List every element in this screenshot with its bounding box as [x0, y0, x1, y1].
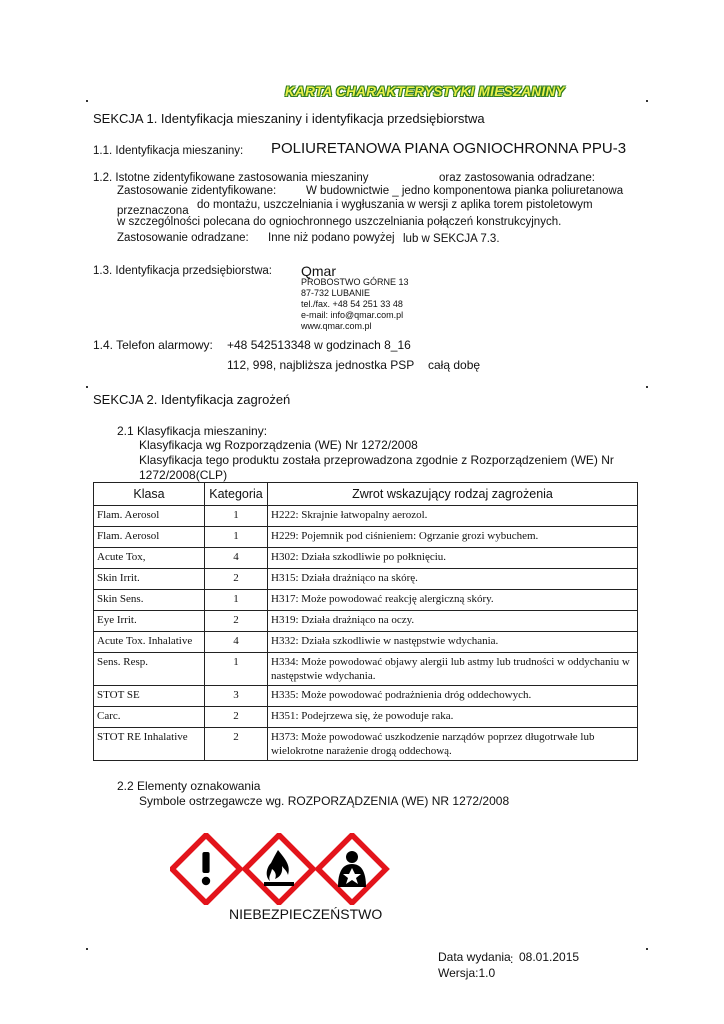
- cell-zwrot: H319: Działa drażniąco na oczy.: [268, 611, 638, 632]
- s21-a: 2.1 Klasyfikacja mieszaniny:: [117, 424, 268, 438]
- cell-kategoria: 2: [205, 728, 268, 761]
- section2-heading: SEKCJA 2. Identyfikacja zagrożeń: [93, 392, 291, 407]
- cell-klasa: STOT SE: [94, 686, 205, 707]
- cell-kategoria: 2: [205, 569, 268, 590]
- issue-date-separator: :: [510, 952, 514, 966]
- emergency-phone: +48 542513348 w godzinach 8_16: [227, 338, 411, 352]
- table-row: [94, 611, 638, 632]
- company-name: Qmar: [301, 263, 336, 279]
- header-kategoria: Kategoria: [205, 483, 268, 506]
- s12-line1b: oraz zastosowania odradzane:: [439, 172, 595, 184]
- hazard-pictograms: [170, 833, 390, 910]
- company-email: e-mail: info@qmar.com.pl: [301, 310, 404, 320]
- document-title: KARTA CHARAKTERYSTYKI MIESZANINY: [285, 84, 565, 99]
- cell-kategoria: 3: [205, 686, 268, 707]
- cell-klasa: STOT RE Inhalative: [94, 728, 205, 761]
- cell-klasa: Acute Tox. Inhalative: [94, 632, 205, 653]
- s12-line5b: Inne niż podano powyżej: [268, 232, 395, 244]
- header-zwrot: Zwrot wskazujący rodzaj zagrożenia: [268, 483, 638, 506]
- cell-kategoria: 4: [205, 548, 268, 569]
- margin-dot: [86, 948, 88, 950]
- table-row: [94, 653, 638, 686]
- cell-zwrot: H302: Działa szkodliwie po połknięciu.: [268, 548, 638, 569]
- cell-kategoria: 1: [205, 527, 268, 548]
- s12-line2b: W budownictwie _ jedno komponentowa pianka poliuretanowa: [306, 185, 624, 197]
- cell-klasa: Sens. Resp.: [94, 653, 205, 686]
- s21-d: 1272/2008(CLP): [139, 468, 228, 482]
- company-address2: 87-732 LUBANIE: [301, 288, 371, 298]
- table-row: [94, 590, 638, 611]
- cell-klasa: Carc.: [94, 707, 205, 728]
- margin-dot: [86, 386, 88, 388]
- cell-kategoria: 1: [205, 653, 268, 686]
- table-row: [94, 728, 638, 761]
- issue-date-label: Data wydania: [438, 950, 511, 964]
- s22-b: Symbole ostrzegawcze wg. ROZPORZĄDZENIA (WE) NR 1272/2008: [139, 794, 510, 808]
- s12-line5c: lub w SEKCJA 7.3.: [403, 233, 500, 245]
- cell-kategoria: 1: [205, 590, 268, 611]
- exclamation-mark-icon: [172, 835, 240, 903]
- margin-dot: [646, 948, 648, 950]
- version: Wersja:1.0: [438, 966, 496, 980]
- table-row: [94, 632, 638, 653]
- company-www: www.qmar.com.pl: [301, 321, 372, 331]
- cell-klasa: Eye Irrit.: [94, 611, 205, 632]
- table-row: [94, 548, 638, 569]
- s12-line2a: Zastosowanie zidentyfikowane:: [117, 185, 277, 197]
- flame-icon: [245, 835, 313, 903]
- emergency-line2a: 112, 998, najbliższa jednostka PSP: [227, 358, 415, 372]
- section1-heading: SEKCJA 1. Identyfikacja mieszaniny i identyfikacja przedsiębiorstwa: [93, 111, 485, 126]
- cell-klasa: Skin Sens.: [94, 590, 205, 611]
- margin-dot: [646, 100, 648, 102]
- cell-zwrot: H222: Skrajnie łatwopalny aerozol.: [268, 506, 638, 527]
- emergency-line2b: całą dobę: [428, 358, 481, 372]
- company-phone: tel./fax. +48 54 251 33 48: [301, 299, 403, 309]
- cell-klasa: Flam. Aerosol: [94, 527, 205, 548]
- cell-zwrot: H229: Pojemnik pod ciśnieniem: Ogrzanie grozi wybuchem.: [268, 527, 638, 548]
- s12-line4: w szczególności polecana do ogniochronnego uszczelniania połączeń konstrukcyjnych.: [117, 216, 562, 228]
- cell-zwrot: H317: Może powodować reakcję alergiczną skóry.: [268, 590, 638, 611]
- s12-line3b: do montażu, uszczelniania i wygłuszania w wersji z aplika torem pistoletowym: [197, 199, 593, 211]
- cell-zwrot: H332: Działa szkodliwie w następstwie wdychania.: [268, 632, 638, 653]
- product-name: POLIURETANOWA PIANA OGNIOCHRONNA PPU-3: [271, 140, 627, 157]
- s21-c: Klasyfikacja tego produktu została przeprowadzona zgodnie z Rozporządzeniem (WE) Nr: [139, 453, 614, 467]
- table-row: [94, 707, 638, 728]
- margin-dot: [646, 386, 648, 388]
- s22-a: 2.2 Elementy oznakowania: [117, 779, 261, 793]
- cell-zwrot: H373: Może powodować uszkodzenie narządów poprzez długotrwałe lub wielokrotne narażenie drogą oddechową.: [268, 728, 638, 761]
- s14-label: 1.4. Telefon alarmowy:: [93, 338, 213, 352]
- cell-zwrot: H315: Działa drażniąco na skórę.: [268, 569, 638, 590]
- cell-kategoria: 1: [205, 506, 268, 527]
- cell-zwrot: H351: Podejrzewa się, że powoduje raka.: [268, 707, 638, 728]
- cell-klasa: Skin Irrit.: [94, 569, 205, 590]
- cell-kategoria: 2: [205, 707, 268, 728]
- s13-label: 1.3. Identyfikacja przedsiębiorstwa:: [93, 265, 272, 277]
- s21-b: Klasyfikacja wg Rozporządzenia (WE) Nr 1272/2008: [139, 438, 418, 452]
- cell-klasa: Flam. Aerosol: [94, 506, 205, 527]
- s12-line1a: 1.2. Istotne zidentyfikowane zastosowania mieszaniny: [93, 172, 369, 184]
- header-klasa: Klasa: [94, 483, 205, 506]
- margin-dot: [86, 100, 88, 102]
- hazard-classification-table: [93, 482, 638, 761]
- cell-zwrot: H335: Może powodować podrażnienia dróg oddechowych.: [268, 686, 638, 707]
- cell-kategoria: 2: [205, 611, 268, 632]
- table-row: [94, 527, 638, 548]
- cell-kategoria: 4: [205, 632, 268, 653]
- company-address1: PROBOSTWO GÓRNE 13: [301, 277, 409, 287]
- signal-word: NIEBEZPIECZEŃSTWO: [229, 906, 383, 922]
- table-row: [94, 686, 638, 707]
- s12-line5a: Zastosowanie odradzane:: [117, 232, 249, 244]
- table-row: [94, 506, 638, 527]
- issue-date-value: 08.01.2015: [519, 950, 580, 964]
- cell-klasa: Acute Tox,: [94, 548, 205, 569]
- s11-label: 1.1. Identyfikacja mieszaniny:: [93, 145, 244, 157]
- table-row: [94, 569, 638, 590]
- health-hazard-icon: [318, 835, 386, 903]
- table-header-row: [94, 483, 638, 506]
- cell-zwrot: H334: Może powodować objawy alergii lub astmy lub trudności w oddychaniu w następstwie wdychania.: [268, 653, 638, 686]
- s12-line3a: przeznaczona: [117, 205, 189, 217]
